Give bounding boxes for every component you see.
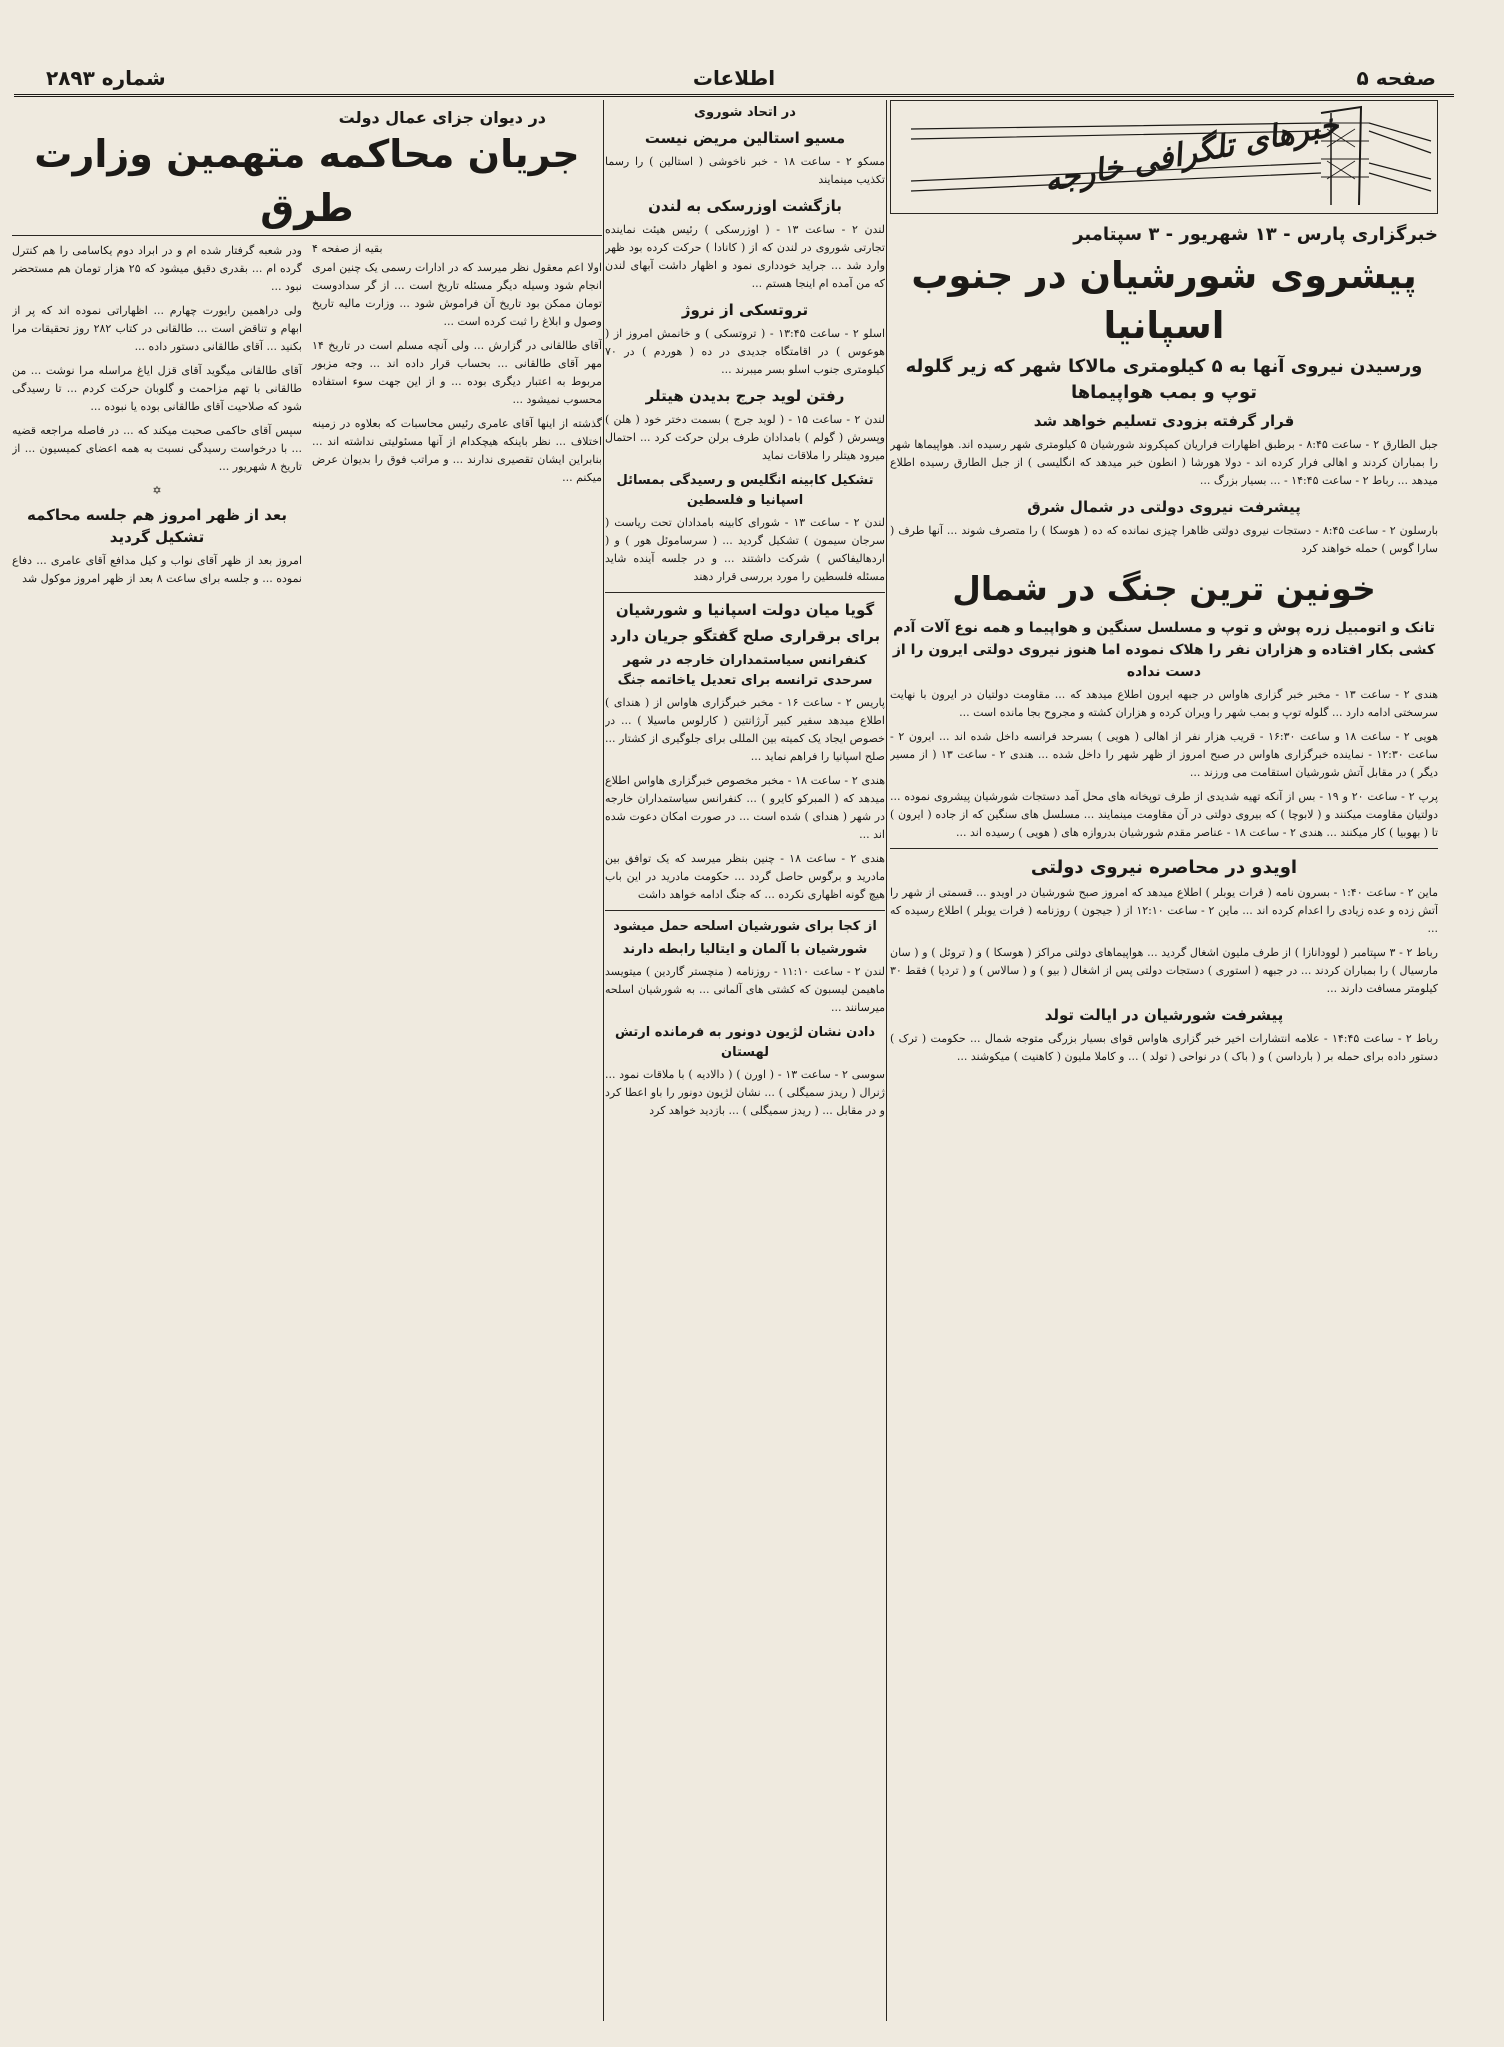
north-battle-text-a: هندی ۲ - ساعت ۱۳ - مخبر خبر گزاری هاواس در جبهه ایرون اطلاع میدهد که ... مقاومت دولتیان در ایرون با نهایت سرسختی ادامه دارد ... گلوله توپ و بمب شهر را ویران کرده و هزاران کشته و مجروح بجا مانده است ... [890,688,1438,719]
northeast-article-text: بارسلون ۲ - ساعت ۸:۴۵ - دستجات نیروی دولتی ظاهرا چیزی نمانده که ده ( هوسکا ) را متصرف شوند ... آنها طرف ( سارا گوس ) حمله خواهند کرد [890,524,1438,555]
spain-talks-text-b: هندی ۲ - ساعت ۱۸ - مخبر مخصوص خبرگزاری هاواس اطلاع میدهد که ( المبرکو کایرو ) ... کنفرانس سیاستمداران خارجه در شهر ( هندای ) شده است ... در صورت امکان دعوت شده اند ... [605,774,885,841]
north-battle-headline: خونین ترین جنگ در شمال [952,569,1376,608]
north-battle-text-b: هویی ۲ - ساعت ۱۸ و ساعت ۱۶:۳۰ - قریب هزار نفر از اهالی ( هویی ) بسرحد فرانسه داخل شده اند ... ایرون ۲ - ساعت ۱۲:۳۰ - نماینده خبرگزاری هاواس در صبح امروز از ظهر شهر را داخل شده ... هندی ۲ - ساعت ۱۳ ( از مسیر دیگر ) در مقابل آتش شورشیان استقامت می ورزند ... [890,730,1438,779]
court-kicker: در دیوان جزای عمال دولت [338,108,546,127]
afternoon-session-text: امروز بعد از ظهر آقای نواب و کیل مدافع آقای عامری ... دفاع نموده ... و جلسه برای ساعت ۸ بعد از ظهر امروز موکول شد [12,554,302,585]
spain-talks-headline: گویا میان دولت اسپانیا و شورشیان [615,601,875,619]
british-cabinet-article-text: لندن ۲ - ساعت ۱۳ - شورای کابینه بامدادان تحت ریاست ( سرجان سیمون ) تشکیل گردید ... ( سرساموئل هور ) و ( اردهالیفاکس ) شرکت داشتند ... و در جلسه آینده شاید مسئله فلسطین را مورد بررسی قرار دهند [605,516,885,583]
ozersky-article-text: لندن ۲ - ساعت ۱۳ - ( اوزرسکی ) رئیس هیئت نماینده تجارتی شوروی در لندن که از ( کانادا ) حرکت کرده بود ظهر وارد شد ... جراید خودداری نمود و اظهار داشت آبهای لندن که من آمده ام اینجا هستم ... [605,223,885,290]
north-battle-subheadline: تانک و اتومبیل زره پوش و توپ و مسلسل سنگین و هواپیما و همه نوع آلات آدم کشی بکار افتاده و هزاران نفر را هلاک نموده اما هنوز نیروی دولتی ایرون را از دست نداده [892,620,1436,680]
court-text-b2: ولی دراهمین رایورت چهارم ... اظهاراتی نموده اند که پر از ابهام و تناقض است ... طالقانی در کتاب ۲۸۲ روز تحقیقات مرا بکنید ... آقای طالقانی دستور داده ... [12,304,302,353]
masthead [14,64,1454,97]
british-cabinet-headline: تشکیل کابینه انگلیس و رسیدگی بمسائل اسپانیا و فلسطین [616,473,874,508]
lead-headline: پیشروی شورشیان در جنوب اسپانیا [911,254,1417,347]
spain-talks-text-a: پاریس ۲ - ساعت ۱۶ - مخبر خبرگزاری هاواس از ( هندای ) اطلاع میدهد سفیر کبیر آرژانتین ( کارلوس ماسیلا ) ... در خصوص ایجاد یک کمیته بین المللی برای جلوگیری از کشتار ... صلح اسپانیا را فراهم نماید ... [605,696,885,763]
soviet-kicker: در اتحاد شوروی [694,105,796,120]
afternoon-session-headline: بعد از ظهر امروز هم جلسه محاکمه تشکیل گردید [26,506,288,546]
arms-shipment-subheadline: شورشیان با آلمان و ایتالیا رابطه دارند [622,942,868,957]
trotsky-article-text: اسلو ۲ - ساعت ۱۳:۴۵ - ( تروتسکی ) و خانمش امروز از ( هوعوس ) در اقامتگاه جدیدی در ده ( هوردم ) در ۷۰ کیلومتری جنوب اسلو بسر میبرند ... [605,327,885,376]
column-rule-1 [886,100,887,2021]
lead-article-text: جبل الطارق ۲ - ساعت ۸:۴۵ - برطبق اظهارات فراریان کمپکروند شورشیان ۵ کیلومتری شهر رسیده اند. هواپیماها شهر را بمباران کردند و اهالی فرار کرده اند - دولا هورشا ( انطون خبر میدهد که انگلیسی ) از جبل الطارق رسیده اطلاع میدهد ... رباط ۲ - ساعت ۱۴:۴۵ - ... بسیار بزرگ ... [890,438,1438,487]
spain-talks-subheadline: برای برقراری صلح گفتگو جریان دارد [609,627,881,645]
court-column-right [312,242,602,594]
court-trial-section [12,100,602,2021]
lloyd-george-headline: رفتن لوید جرج بدیدن هیتلر [645,387,845,405]
stalin-headline: مسیو استالین مریض نیست [644,129,846,147]
court-column-left [12,242,302,594]
arms-shipment-text: لندن ۲ - ساعت ۱۱:۱۰ - روزنامه ( منچستر گاردین ) میتویسد ماهیمن لیسبون که کشتی های آلمانی ... به شورشیان اسلحه میرسانند ... [605,965,885,1014]
issue-number: شماره ۲۸۹۳ [46,66,166,90]
foreign-news-banner [890,100,1438,214]
lloyd-george-article-text: لندن ۲ - ساعت ۱۵ - ( لوید جرج ) بسمت دختر خود ( هلن ) وپسرش ( گولم ) بامدادان طرف برلن حرکت کرد ... احتمال میرود هیتلر را ملاقات نماید [605,413,885,462]
court-text-b3: آقای طالقانی میگوید آقای قزل ایاغ مراسله مرا نوشت ... من طالقانی با تهم مزاحمت و گلوبان حرکت کردم ... تا رسیدگی شود که صلاحیت آقای طالقانی بوده یا نبوده ... [12,364,302,413]
foreign-news-title: خبرهای تلگرافی خارجه [1041,106,1342,200]
agency-dateline: خبرگزاری پارس - ۱۳ شهریور - ۳ سپتامبر [1073,224,1438,245]
court-trial-headline: جریان محاکمه متهمین وزارت طرق [12,127,602,236]
court-text-b4: سپس آقای حاکمی صحبت میکند که ... در فاصله مراجعه قضیه ... با درخواست رسیدگی نسبت به همه اعضای کمیسیون ... از تاریخ ۸ شهریور ... [12,424,302,473]
oviedo-text-a: ماین ۲ - ساعت ۱:۴۰ - بسرون نامه ( فرات یوبلر ) اطلاع میدهد که امروز صبح شورشیان در اویدو ... قسمتی از شهر را آتش زده و عده زیادی را اعدام کرده اند ... ماین ۲ - ساعت ۱۲:۱۰ از ( جیجون ) روزنامه ( فرات یوبلر ) اطلاع رسیده که ... [890,886,1438,935]
page-number: صفحه ۵ [1356,66,1436,90]
court-text-b1: ودر شعبه گرفتار شده ام و در ابراد دوم یکاسامی را هم کنترل گرده ام ... بقدری دقیق میشود که ۲۵ هزار تومان هم مستحضر نبود ... [12,244,303,293]
paper-name: اطلاعات [692,66,776,90]
border-conference-headline: کنفرانس سیاستمداران خارجه در شهر سرحدی ترانسه برای تعدیل یاخاتمه جنگ [617,653,873,688]
section-divider [890,848,1438,849]
column-rule-2 [603,100,604,2021]
legion-honor-text: سوسی ۲ - ساعت ۱۳ - ( اورن ) ( دالادیه ) با ملاقات نمود ... ژنرال ( ریدز سمیگلی ) ... نشان لژیون دونور را باو اعطا کرد و در مقابل ... ( ریدز سمیگلی ) ... بازدید خواهد کرد [605,1068,885,1117]
middle-news-column [605,100,885,2021]
foreign-news-column [890,100,1438,2021]
stalin-article-text: مسکو ۲ - ساعت ۱۸ - خبر ناخوشی ( استالین ) را رسما تکذیب مینمایند [605,155,885,186]
north-battle-text-c: پرپ ۲ - ساعت ۲۰ و ۱۹ - بس از آنکه تهیه شدیدی از طرف توپخانه های محل آمد دستجات شورشیان پیشروی نموده ... دولتیان مقاومت میکنند و ( لابوچا ) که بیروی دولتی در آن مقاومت مینمایند ... مسلسل های سنگین که از جاده ( ایرون ) تا ( بهوبیا ) کار میکنند ... هندی ۲ - ساعت ۱۸ - عناصر مقدم شورشیان بدروازه های ( هویی ) رسیده اند ... [890,790,1438,839]
court-text-a2: آقای طالقانی در گزارش ... ولی آنچه مسلم است در تاریخ ۱۴ مهر آقای طالقانی ... بحساب قرار داده اند ... وجه مزبور مربوط به اعتبار دیگری بوده ... و از این جهت سوء استفاده محسوب نمیشود ... [312,339,602,406]
arms-shipment-headline: از کجا برای شورشیان اسلحه حمل میشود [613,919,877,934]
court-text-a3: گذشته از اینها آقای عامری رئیس محاسبات که بعلاوه در زمینه اختلاف ... نظر باینکه هیچکدام از آنها مسئولیتی نداشته اند ... بنابراین ایشان تقصیری ندارند ... و مراتب فوق را بدیوان عرض میکنم ... [312,417,602,484]
section-divider [605,592,885,593]
legion-honor-headline: دادن نشان لژیون دونور به فرمانده ارتش لهستان [614,1025,876,1060]
toledo-article-text: رباط ۲ - ساعت ۱۴:۴۵ - علامه انتشارات اخیر خبر گزاری هاواس قوای بسیار بزرگی متوجه شمال ... حکومت ( ترک ) دستور داده برای حمله بر ( بارداسن ) و ( باک ) در نواحی ( تولد ) ... و کاملا ملیون ( کاهنیت ) میکوشند ... [890,1032,1438,1063]
northeast-headline: پیشرفت نیروی دولتی در شمال شرق [1027,498,1301,516]
ozersky-headline: بازگشت اوزرسکی به لندن [648,197,842,215]
section-divider [605,910,885,911]
lead-subheadline-2: قرار گرفته بزودی تسلیم خواهد شد [1033,412,1295,430]
court-trial-columns [12,242,602,594]
star-ornament-icon: ✡ [152,484,162,497]
court-text-a1: اولا اعم معقول نظر میرسد که در ادارات رسمی یک چنین امری انجام شود وسیله دیگر مسئله تاریخ است ... از گر سدادوست تومان ممکن بود تاریخ آن فراموش شود ... وزارت مالیه تاریخ وصول و ابلاغ را ثبت کرده است ... [312,261,602,328]
oviedo-headline: اویدو در محاصره نیروی دولتی [1030,857,1298,878]
trotsky-headline: تروتسکی از نروژ [681,301,809,319]
spain-talks-text-c: هندی ۲ - ساعت ۱۸ - چنین بنظر میرسد که یک توافق بین مادرید و برگوس حاصل گردد ... حکومت مادرید در این باب هیچ گونه اظهاری نکرده ... که جنگ ادامه خواهد داشت [605,852,885,901]
lead-subheadline: ورسیدن نیروی آنها به ۵ کیلومتری مالاکا شهر که زیر گلوله توپ و بمب هواپیماها [905,356,1423,403]
oviedo-text-b: رباط ۲ - ۳ سپتامبر ( لوودانازا ) از طرف ملیون اشغال گردید ... هواپیماهای دولتی مراکز ( هوسکا ) و ( تروئل ) و ( سان مارسیال ) را بمباران کردند ... در جبهه ( استوری ) دستجات دولتی پس از اشغال ( بیو ) و ( سالاس ) و ( تردیا ) فقط ۳۰ کیلومتر مسافت دارند ... [890,946,1438,995]
continued-from-label: بقیه از صفحه ۴ [312,242,383,255]
toledo-headline: پیشرفت شورشیان در ایالت تولد [1044,1006,1284,1024]
